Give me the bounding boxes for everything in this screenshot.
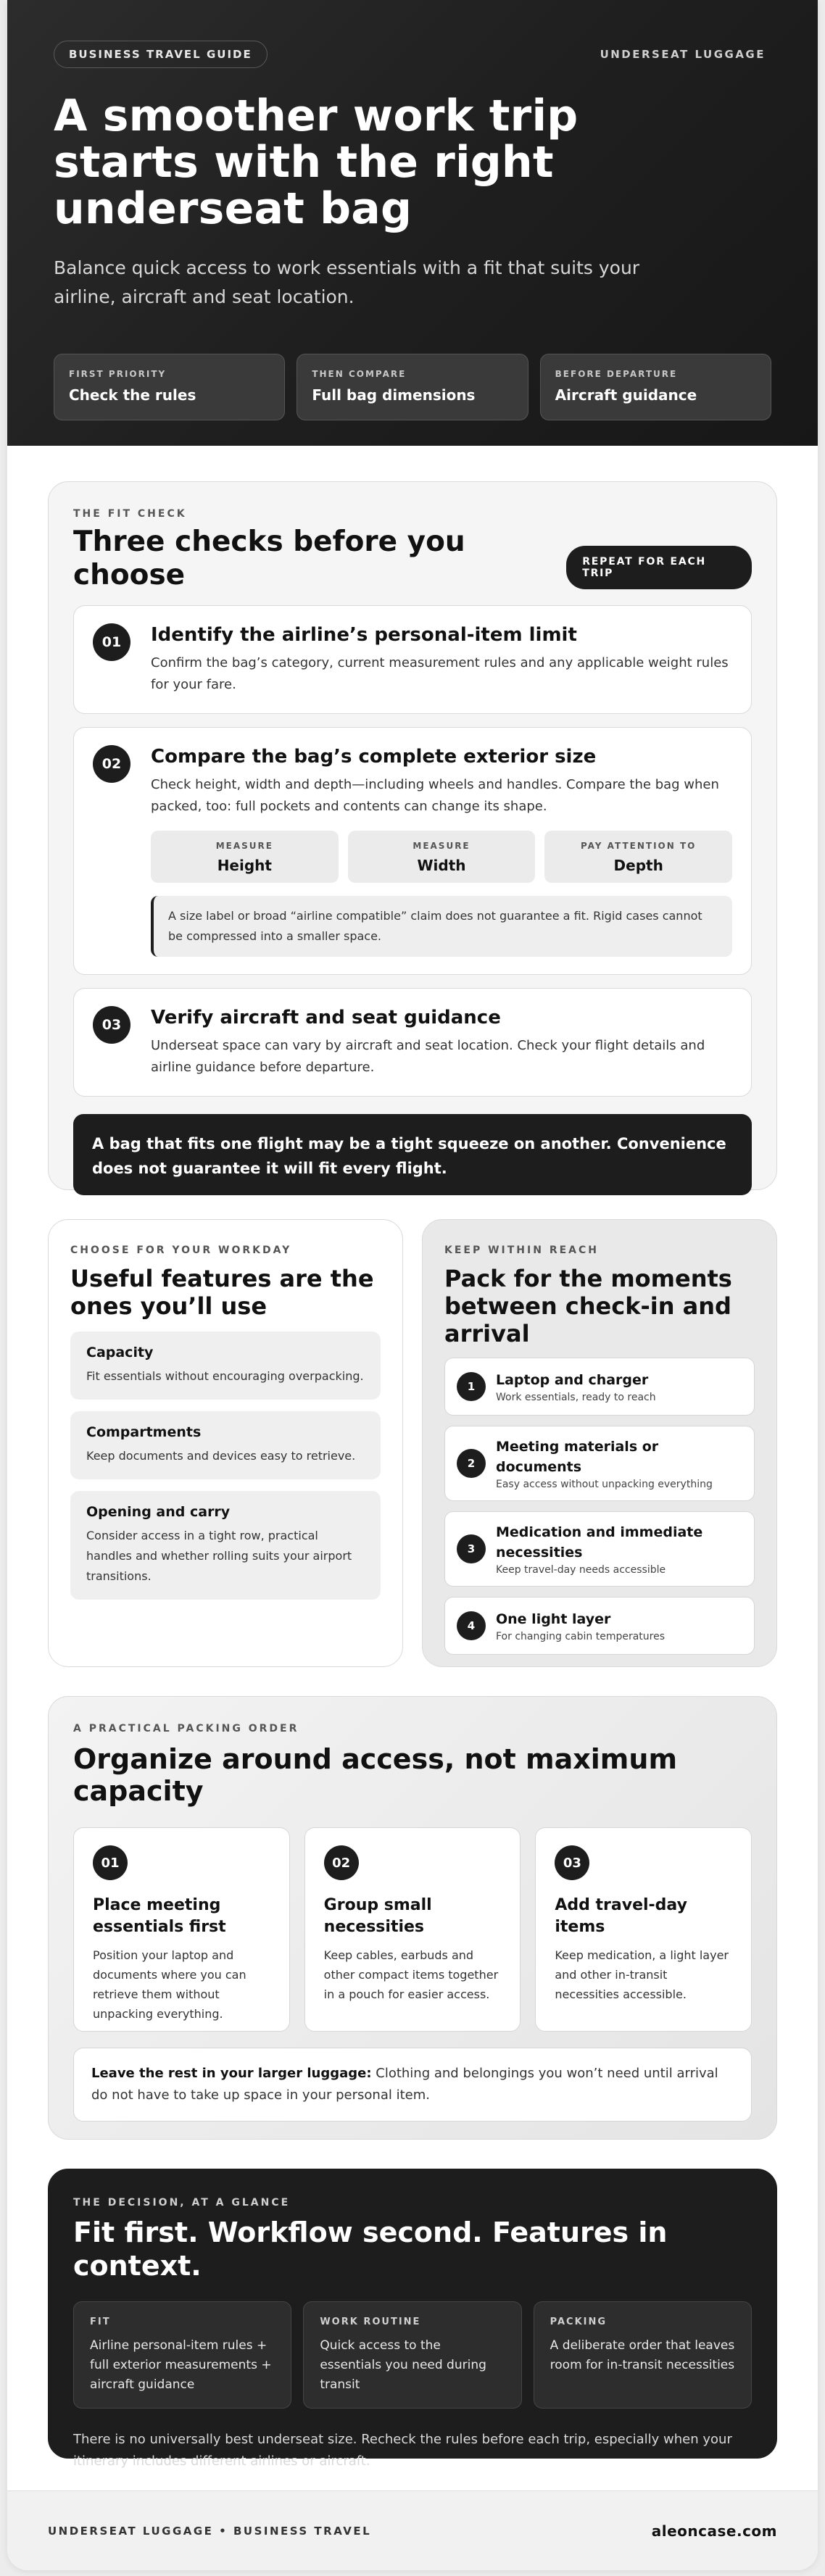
measure-depth xyxy=(544,831,732,883)
reach-text: Easy access without unpacking everything xyxy=(496,1479,713,1490)
packing-steps xyxy=(73,1827,752,2032)
feature-text: Fit essentials without encouraging overpacking. xyxy=(86,1369,364,1383)
hero-card-key: BEFORE DEPARTURE xyxy=(555,369,678,379)
section-kicker: THE FIT CHECK xyxy=(73,508,187,520)
decision-cards xyxy=(73,2301,752,2409)
step-number-badge: 02 xyxy=(93,745,130,783)
features-section xyxy=(48,1219,403,1667)
decision-footnote: There is no universally best underseat size. Recheck the rules before each trip, especially when your itinerary includes different airlines or aircraft. xyxy=(73,2432,732,2469)
hero-card-value: Check the rules xyxy=(69,386,196,404)
step-text: Position your laptop and documents where you can retrieve them without unpacking everything. xyxy=(93,1948,246,2021)
packing-order-section xyxy=(48,1696,777,2140)
packing-step-3 xyxy=(535,1827,752,2032)
measure-height xyxy=(151,831,339,883)
reach-item xyxy=(444,1511,755,1587)
rest-text: Clothing and belongings you won’t need until arrival do not have to take up space in your personal item. xyxy=(91,2066,718,2103)
reach-number-badge: 4 xyxy=(457,1611,486,1640)
feature-capacity xyxy=(70,1331,381,1400)
hero-tag: BUSINESS TRAVEL GUIDE xyxy=(54,41,268,68)
section-kicker: KEEP WITHIN REACH xyxy=(444,1245,599,1256)
size-label-note: A size label or broad “airline compatible” claim does not guarantee a fit. Rigid cases cannot be compressed into a smaller space. xyxy=(151,896,732,957)
section-title: Three checks before you choose xyxy=(73,525,465,591)
hero-card-value: Aircraft guidance xyxy=(555,386,697,404)
measure-value: Width xyxy=(417,857,466,874)
hero-title: A smoother work trip starts with the right underseat bag xyxy=(54,91,579,234)
decision-card-packing xyxy=(534,2301,752,2409)
hero-card-before-departure xyxy=(540,354,771,420)
feature-text: Consider access in a tight row, practical handles and whether rolling suits your airport transitions. xyxy=(86,1529,352,1583)
repeat-badge: REPEAT FOR EACH TRIP xyxy=(566,546,752,589)
reach-text: For changing cabin temperatures xyxy=(496,1631,666,1642)
reach-title: One light layer xyxy=(496,1611,611,1627)
check-title: Verify aircraft and seat guidance xyxy=(151,1007,501,1029)
check-text: Confirm the bag’s category, current measurement rules and any applicable weight rules for your fare. xyxy=(151,655,729,692)
section-kicker: A PRACTICAL PACKING ORDER xyxy=(73,1723,299,1734)
section-title: Pack for the moments between check-in and arrival xyxy=(444,1265,732,1347)
decision-section xyxy=(48,2169,777,2469)
step-text: Keep medication, a light layer and other in-transit necessities accessible. xyxy=(555,1948,729,2001)
hero-card-first-priority xyxy=(54,354,285,420)
decision-card-key: PACKING xyxy=(550,2317,608,2327)
packing-step-2 xyxy=(304,1827,521,2032)
check-card-2 xyxy=(73,727,752,975)
hero-card-key: THEN COMPARE xyxy=(312,369,407,379)
hero xyxy=(7,0,818,446)
reach-item xyxy=(444,1597,755,1655)
reach-item xyxy=(444,1426,755,1501)
step-number-badge: 03 xyxy=(555,1845,589,1880)
footer xyxy=(7,2490,818,2570)
check-title: Compare the bag’s complete exterior size xyxy=(151,746,597,768)
decision-card-key: FIT xyxy=(90,2317,111,2327)
section-kicker: THE DECISION, AT A GLANCE xyxy=(73,2197,291,2209)
footer-site-link[interactable]: aleoncase.com xyxy=(651,2522,777,2540)
hero-cards xyxy=(54,354,771,420)
fit-warning: A bag that fits one flight may be a tight squeeze on another. Convenience does not guarantee it will fit every flight. xyxy=(73,1114,752,1195)
decision-card-fit xyxy=(73,2301,291,2409)
section-title: Fit first. Workflow second. Features in context. xyxy=(73,2216,668,2282)
hero-card-value: Full bag dimensions xyxy=(312,386,476,404)
feature-text: Keep documents and devices easy to retrieve. xyxy=(86,1449,356,1463)
step-title: Place meeting essentials first xyxy=(93,1896,226,1936)
measure-key: MEASURE xyxy=(215,841,273,851)
feature-compartments xyxy=(70,1411,381,1479)
measure-chips xyxy=(151,831,732,883)
section-kicker: CHOOSE FOR YOUR WORKDAY xyxy=(70,1245,292,1256)
reach-number-badge: 1 xyxy=(457,1372,486,1401)
step-title: Group small necessities xyxy=(323,1896,432,1936)
decision-card-text: Quick access to the essentials you need during transit xyxy=(320,2338,486,2392)
measure-value: Depth xyxy=(613,857,663,874)
check-card-1 xyxy=(73,605,752,714)
measure-key: PAY ATTENTION TO xyxy=(580,841,697,851)
reach-number-badge: 3 xyxy=(457,1534,486,1563)
hero-card-key: FIRST PRIORITY xyxy=(69,369,167,379)
reach-title: Meeting materials or documents xyxy=(496,1439,659,1475)
hero-top xyxy=(54,41,771,68)
packing-step-1 xyxy=(73,1827,290,2032)
reach-number-badge: 2 xyxy=(457,1449,486,1478)
step-number-badge: 01 xyxy=(93,1845,128,1880)
decision-card-text: A deliberate order that leaves room for in-transit necessities xyxy=(550,2338,735,2372)
feature-title: Compartments xyxy=(86,1424,202,1440)
measure-key: MEASURE xyxy=(412,841,470,851)
decision-card-work-routine xyxy=(303,2301,521,2409)
check-text: Underseat space can vary by aircraft and seat location. Check your flight details and airline guidance before departure. xyxy=(151,1038,705,1075)
reach-text: Work essentials, ready to reach xyxy=(496,1392,656,1403)
fit-check-section xyxy=(48,481,777,1190)
hero-kicker: UNDERSEAT LUGGAGE xyxy=(600,48,766,61)
hero-card-then-compare xyxy=(297,354,528,420)
larger-luggage-note xyxy=(73,2048,752,2122)
step-number-badge: 01 xyxy=(93,623,130,661)
measure-value: Height xyxy=(217,857,272,874)
step-number-badge: 03 xyxy=(93,1006,130,1044)
page xyxy=(7,0,818,2570)
step-text: Keep cables, earbuds and other compact items together in a pouch for easier access. xyxy=(323,1948,499,2001)
reach-title: Medication and immediate necessities xyxy=(496,1524,703,1561)
section-title: Organize around access, not maximum capacity xyxy=(73,1743,678,1807)
reach-section xyxy=(422,1219,777,1667)
feature-opening-carry xyxy=(70,1491,381,1600)
feature-title: Capacity xyxy=(86,1345,154,1360)
measure-width xyxy=(348,831,536,883)
reach-title: Laptop and charger xyxy=(496,1372,649,1388)
hero-subtitle: Balance quick access to work essentials with a fit that suits your airline, aircraft and seat location. xyxy=(54,257,640,307)
footer-label: UNDERSEAT LUGGAGE • BUSINESS TRAVEL xyxy=(48,2524,372,2538)
reach-item xyxy=(444,1358,755,1416)
check-title: Identify the airline’s personal-item limit xyxy=(151,624,577,646)
decision-card-key: WORK ROUTINE xyxy=(320,2317,421,2327)
step-number-badge: 02 xyxy=(324,1845,359,1880)
rest-lead: Leave the rest in your larger luggage: xyxy=(91,2066,372,2081)
reach-text: Keep travel-day needs accessible xyxy=(496,1564,666,1576)
section-title: Useful features are the ones you’ll use xyxy=(70,1265,374,1320)
feature-title: Opening and carry xyxy=(86,1504,231,1520)
fit-check-header xyxy=(73,525,752,592)
check-text: Check height, width and depth—including wheels and handles. Compare the bag when packed, too: full pockets and contents can change its shape. xyxy=(151,777,719,814)
step-title: Add travel-day items xyxy=(555,1896,687,1936)
check-card-3 xyxy=(73,988,752,1097)
reach-list xyxy=(444,1358,755,1655)
decision-card-text: Airline personal-item rules + full exterior measurements + aircraft guidance xyxy=(90,2338,272,2392)
